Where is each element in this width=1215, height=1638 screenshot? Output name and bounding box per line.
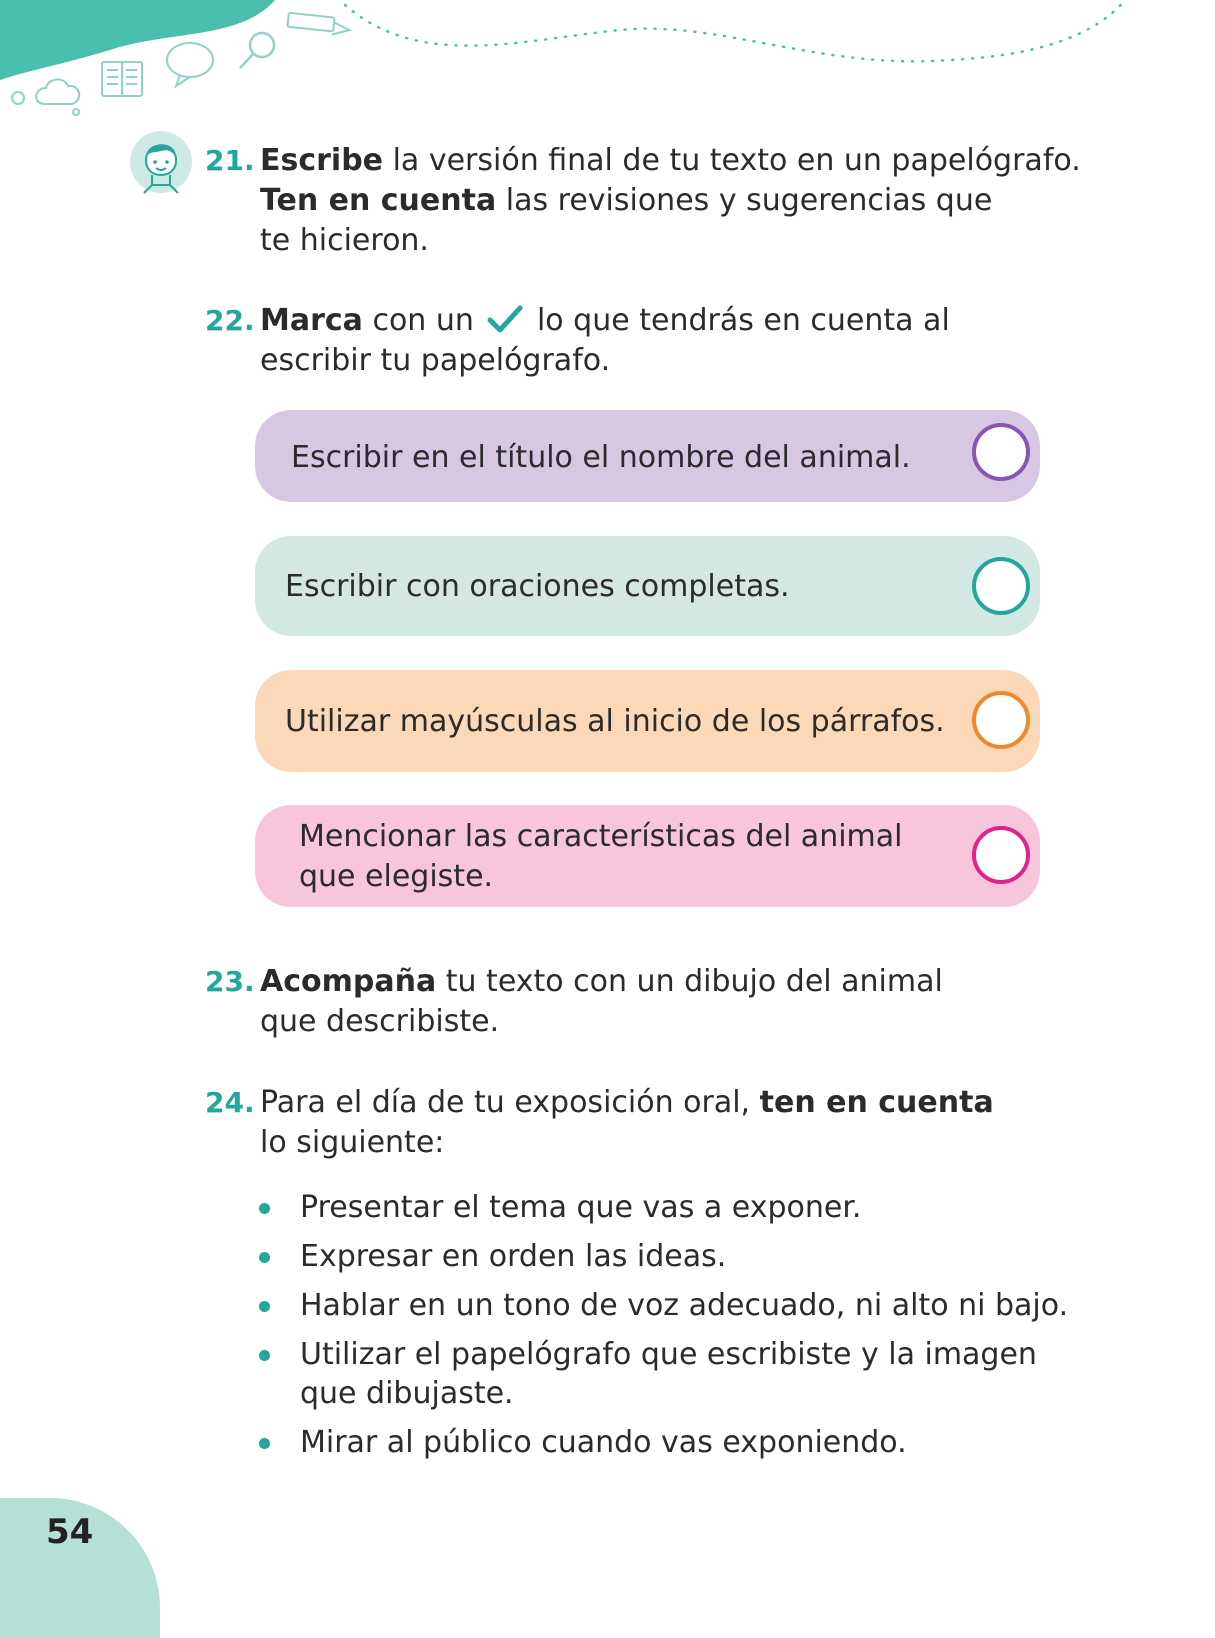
student-icon (130, 131, 192, 197)
checklist-item-text (299, 817, 903, 897)
list-item (255, 1188, 1075, 1227)
checklist-item (255, 536, 1040, 636)
activity-line (260, 181, 1110, 221)
pencil-icon (287, 13, 350, 36)
checkbox-circle[interactable] (972, 691, 1030, 749)
dotted-line (345, 0, 1125, 61)
checklist-item-line: Mencionar las características del animal (299, 819, 903, 854)
bullet-icon (259, 1350, 270, 1361)
activity-line (260, 221, 1110, 261)
activity-line (260, 301, 1110, 341)
checklist-item (255, 805, 1040, 907)
instruction-text: las revisiones y sugerencias que (496, 183, 993, 218)
list-item-text: Utilizar el papelógrafo que escribiste y la imagen (300, 1337, 1037, 1372)
instruction-verb: Ten en cuenta (260, 183, 497, 218)
bullet-icon (259, 1203, 270, 1214)
activity-line (260, 1083, 1110, 1123)
list-item-text: que dibujaste. (300, 1376, 514, 1411)
activity-line: escribir tu papelógrafo. (260, 343, 611, 378)
activity-line (260, 962, 1110, 1002)
list-item (255, 1423, 1075, 1462)
list-item-text: Presentar el tema que vas a exponer. (300, 1190, 862, 1225)
activity-number: 21. (205, 144, 255, 177)
instruction-verb: Acompaña (260, 964, 437, 999)
instruction-text: la versión final de tu texto en un papelógrafo. (383, 143, 1081, 178)
checklist-item-line: que elegiste. (299, 859, 494, 894)
activity-line (260, 141, 1110, 181)
activity-number: 24. (205, 1086, 255, 1119)
checkbox-circle[interactable] (972, 826, 1030, 884)
list-item-text: Expresar en orden las ideas. (300, 1239, 727, 1274)
checkbox-circle[interactable] (972, 557, 1030, 615)
bullet-icon (259, 1438, 270, 1449)
teal-wave-shape (0, 0, 275, 80)
list-item (255, 1335, 1075, 1413)
bullet-list (255, 1188, 1075, 1472)
bullet-icon (259, 1301, 270, 1312)
instruction-text: con un (362, 303, 484, 338)
header-decoration (0, 0, 1215, 130)
magnifier-icon (240, 33, 274, 68)
instruction-text: Para el día de tu exposición oral, (260, 1085, 760, 1120)
instruction-verb: Escribe (260, 143, 384, 178)
small-circle-icon (12, 92, 24, 104)
checklist-item (255, 410, 1040, 502)
activity-21 (205, 141, 1110, 261)
checkmark-icon (487, 304, 523, 334)
instruction-verb: ten en cuenta (759, 1085, 994, 1120)
activity-23 (205, 962, 1110, 1042)
activity-line: lo siguiente: (260, 1125, 445, 1160)
activity-22 (205, 301, 1110, 381)
instruction-text: lo que tendrás en cuenta al (527, 303, 950, 338)
list-item (255, 1286, 1075, 1325)
checklist-item-text: Escribir en el título el nombre del animal. (291, 440, 911, 475)
speech-bubble-icon (167, 43, 213, 86)
checkbox-circle[interactable] (972, 423, 1030, 481)
book-icon (102, 62, 142, 96)
list-item (255, 1237, 1075, 1276)
bullet-icon (259, 1252, 270, 1263)
activity-number: 22. (205, 304, 255, 337)
cloud-icon (36, 79, 79, 115)
checklist-item-text: Escribir con oraciones completas. (285, 569, 790, 604)
instruction-text: tu texto con un dibujo del animal (436, 964, 943, 999)
activity-line: que describiste. (260, 1004, 500, 1039)
page-number: 54 (46, 1512, 94, 1552)
activity-24 (205, 1083, 1110, 1163)
checklist-item-text: Utilizar mayúsculas al inicio de los párrafos. (285, 704, 945, 739)
instruction-text: te hicieron. (260, 223, 429, 258)
activity-number: 23. (205, 965, 255, 998)
list-item-text: Mirar al público cuando vas exponiendo. (300, 1425, 907, 1460)
checklist-item (255, 670, 1040, 772)
instruction-verb: Marca (260, 303, 363, 338)
list-item-text: Hablar en un tono de voz adecuado, ni alto ni bajo. (300, 1288, 1069, 1323)
